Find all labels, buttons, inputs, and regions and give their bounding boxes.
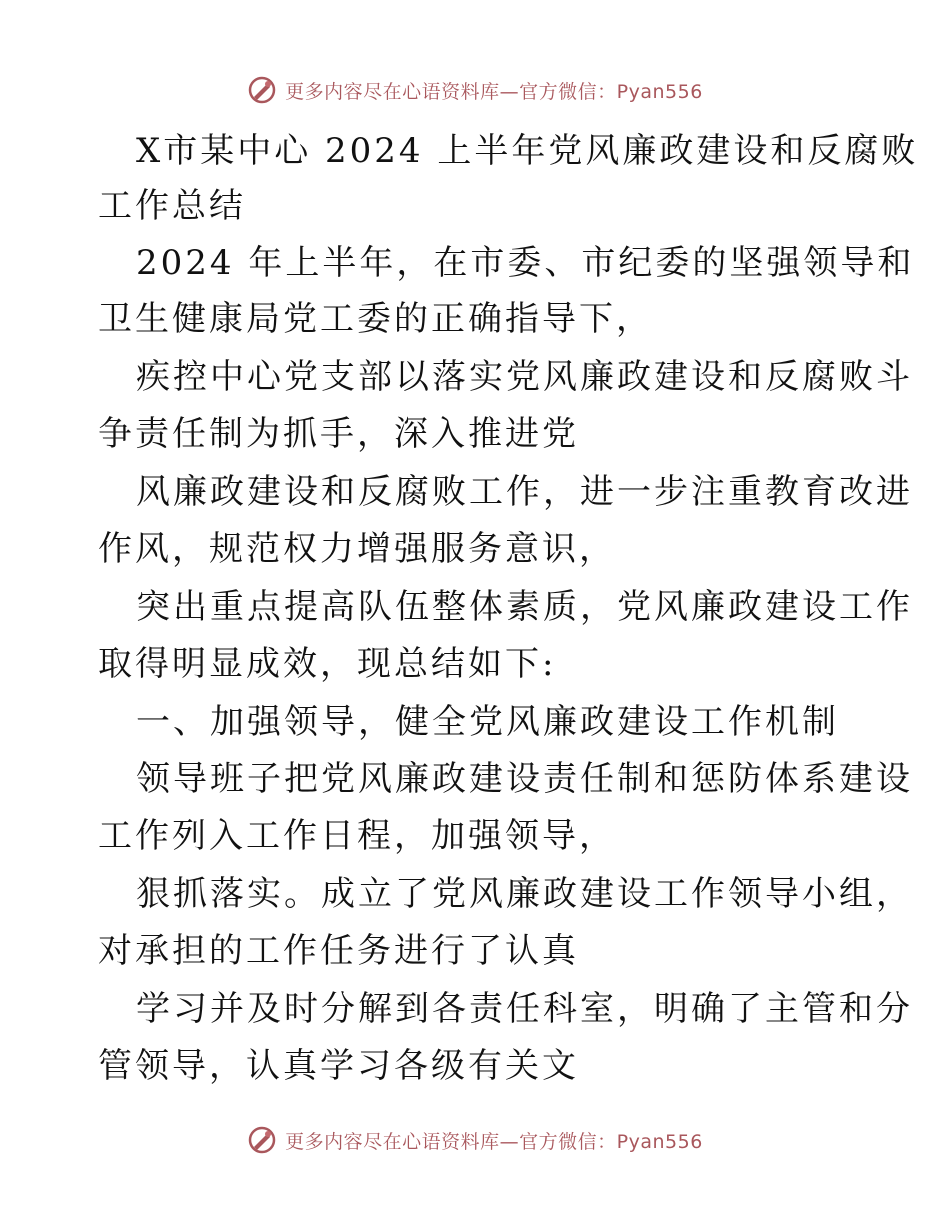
paragraph-line: 学习并及时分解到各责任科室，明确了主管和分: [136, 989, 913, 1029]
paragraph-line: 取得明显成效，现总结如下:: [98, 644, 557, 684]
paragraph-line: 风廉政建设和反腐败工作，进一步注重教育改进: [136, 472, 913, 512]
paragraph-line: 作风，规范权力增强服务意识，: [98, 529, 616, 569]
paragraph-line: 管领导，认真学习各级有关文: [98, 1046, 579, 1086]
paragraph-line: 领导班子把党风廉政建设责任制和惩防体系建设: [136, 759, 913, 799]
footer-banner: [0, 1120, 950, 1160]
paragraph-line: 突出重点提高队伍整体素质，党风廉政建设工作: [136, 587, 913, 627]
paragraph-line: 工作列入工作日程，加强领导，: [98, 816, 616, 856]
header-banner: [0, 70, 950, 110]
paragraph-line: 卫生健康局党工委的正确指导下，: [98, 299, 653, 339]
paragraph-line: 狠抓落实。成立了党风廉政建设工作领导小组，: [136, 874, 913, 914]
paragraph-line: 对承担的工作任务进行了认真: [98, 931, 579, 971]
document-title-line-1: X市某中心 2024 上半年党风廉政建设和反腐败: [136, 131, 919, 171]
ink-pen-circle-icon: [247, 1125, 277, 1155]
paragraph-line: 争责任制为抓手，深入推进党: [98, 414, 579, 454]
footer-banner-text: 更多内容尽在心语资料库—官方微信：Pyan556: [285, 1130, 703, 1153]
section-heading: 一、加强领导，健全党风廉政建设工作机制: [136, 702, 839, 742]
paragraph-line: 2024 年上半年，在市委、市纪委的坚强领导和: [136, 243, 915, 283]
ink-pen-circle-icon: [247, 75, 277, 105]
header-banner-text: 更多内容尽在心语资料库—官方微信：Pyan556: [285, 80, 703, 103]
paragraph-line: 疾控中心党支部以落实党风廉政建设和反腐败斗: [136, 357, 913, 397]
document-title-line-2: 工作总结: [98, 186, 246, 226]
